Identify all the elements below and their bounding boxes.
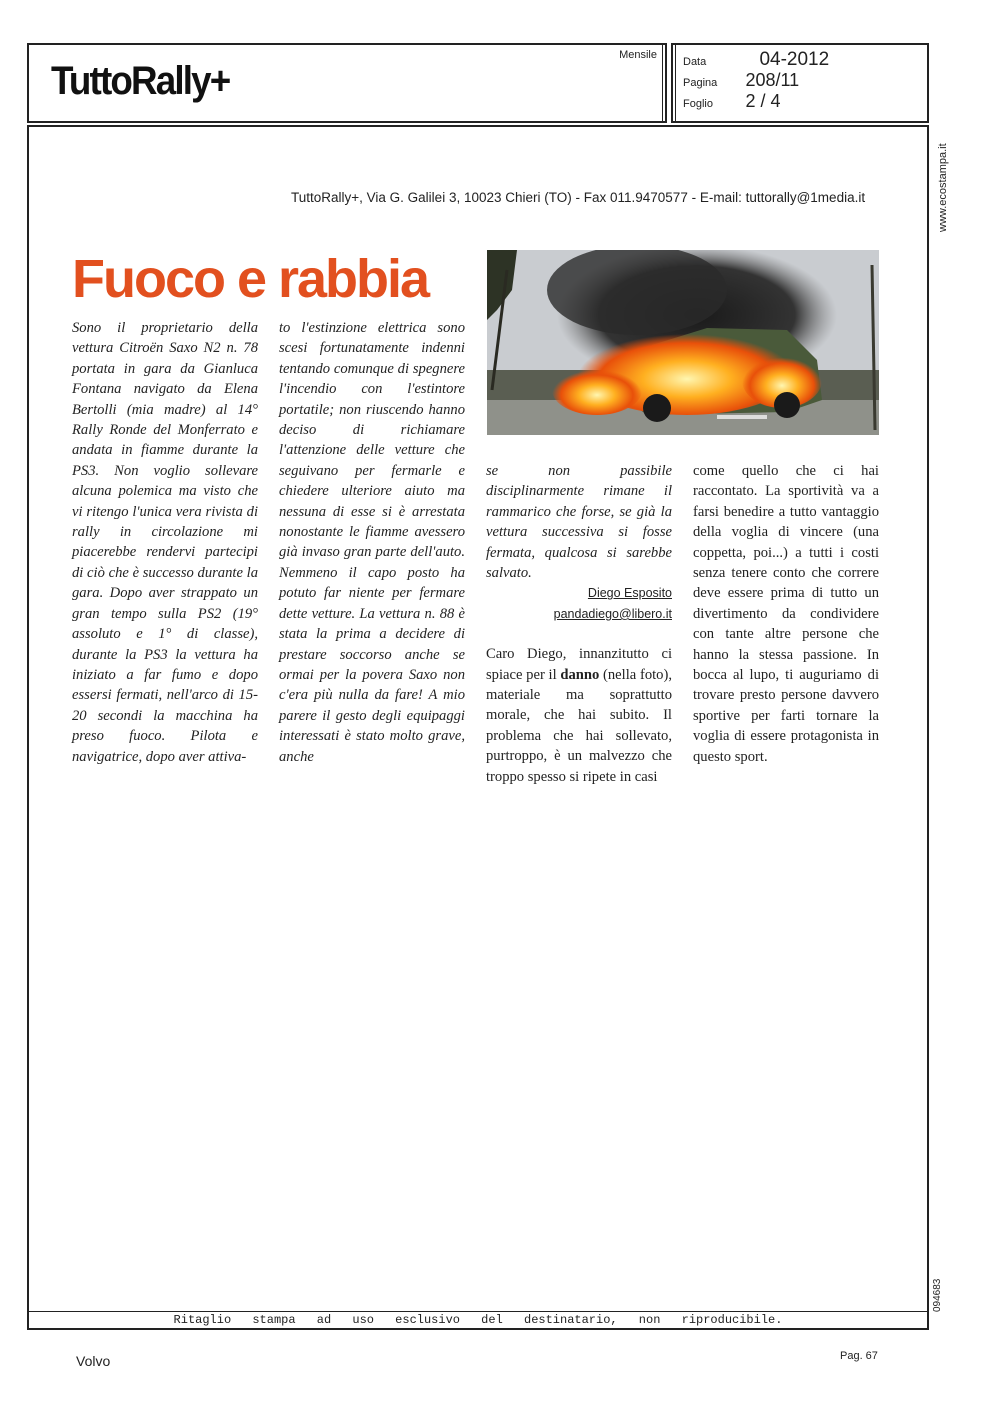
sponsor-label: Volvo [76,1353,111,1369]
meta-row-date [683,49,829,71]
publication-frequency: Mensile [619,49,657,61]
article-column-2 [279,318,465,767]
burning-car-image [487,250,879,435]
editor-reply [486,644,672,787]
editorial-address: TuttoRally+, Via G. Galilei 3, 10023 Chieri (TO) - Fax 011.9470577 - E-mail: tuttorally@1media.it [291,190,866,205]
burning-car-photo [487,250,879,435]
meta-label: Pagina [683,77,718,89]
editor-reply-part2: come quello che ci hai raccontato. La sportività va a farsi benedire a tutto vantaggio della voglia di vincere (una coppetta, poi...) a tutti i costi senza tenere conto che correre deve essere prima di tutto un divertimento da condividere con tante altre persone che hanno la stessa passione. In bocca al lupo, ti auguriamo di trovare presto persone davvero sportive per farti tornare la voglia di essere protagonista in questo sport. [693,463,879,765]
side-url: www.ecostampa.it [937,143,949,232]
page-number: Pag. 67 [840,1350,878,1362]
header-masthead-box [27,43,667,123]
meta-label: Data [683,56,707,68]
meta-value: 2 / 4 [745,91,781,111]
signature-email-link[interactable]: pandadiego@libero.it [553,606,672,621]
reply-rest: (nella foto), materiale ma soprattutto morale, che hai subito. Il problema che hai sollevato, purtroppo, è un malvezzo che troppo spesso si ripete in casi [486,666,672,785]
reply-bold-word: danno [560,666,600,683]
meta-row-page [683,70,799,91]
letter-text-part1: Sono il proprietario della vettura Citroën Saxo N2 n. 78 portata in gara da Gianluca Fontana navigato da Elena Bertolli (mia madre) al 14° Rally Ronde del Monferrato e andata in fiamme durante la PS3. Non voglio sollevare alcuna polemica ma visto che vi ritengo l'unica vera rivista di rally in circolazione mi piacerebbe rendervi partecipi di ciò che è successo durante la gara. Dopo aver strappato un gran tempo sulla PS2 (19° assoluto e 1° di classe), durante la PS3 la vettura ha iniziato a far fumo e dopo essersi fermati, nell'arco di 15-20 secondi la macchina ha preso fuoco. Pilota e navigatrice, dopo aver attiva- [72,320,258,765]
letter-text-part3: se non passibile disciplinarmente rimane il rammarico che forse, se già la vettura successiva si fosse fermata, qualcosa si sarebbe salvato. [486,463,672,582]
article-column-4 [693,461,879,767]
footer-divider [27,1311,929,1312]
meta-row-sheet [683,91,780,112]
meta-value: 04-2012 [759,49,830,70]
article-title: Fuoco e rabbia [72,249,429,309]
tuttorally-logo: TuttoRally+ [51,59,230,103]
reply-lead: Caro Diego, innanzitutto ci spiace per il [486,646,672,683]
article-column-1 [72,318,258,767]
letter-text-part2: to l'estinzione elettrica sono scesi fortunatamente indenni tentando comunque di spegnere l'incendio con l'estintore portatile; non riuscendo hanno deciso di richiamare l'attenzione delle vetture che seguivano per fermarle e chiedere ulteriore aiuto ma nessuna di esse si è arrestata nonostante le fiamme avessero già invaso gran parte dell'auto. Nemmeno il capo posto ha potuto far niente per fermare dette vetture. La vettura n. 88 è stata la prima a decidere di prestare soccorso anche se ormai per la povera Saxo non c'era più nulla da fare! A mio parere il gesto degli equipaggi interessati è stato molto grave, anche [279,320,465,765]
meta-value: 208/11 [745,70,800,90]
header-meta-box [671,43,929,123]
reproduction-notice: Ritaglio stampa ad uso esclusivo del destinatario, non riproducibile. [173,1313,783,1327]
meta-label: Foglio [683,98,713,110]
article-column-3 [486,461,672,787]
signature-name[interactable]: Diego Esposito [587,586,672,601]
side-code: 094683 [932,1278,943,1312]
